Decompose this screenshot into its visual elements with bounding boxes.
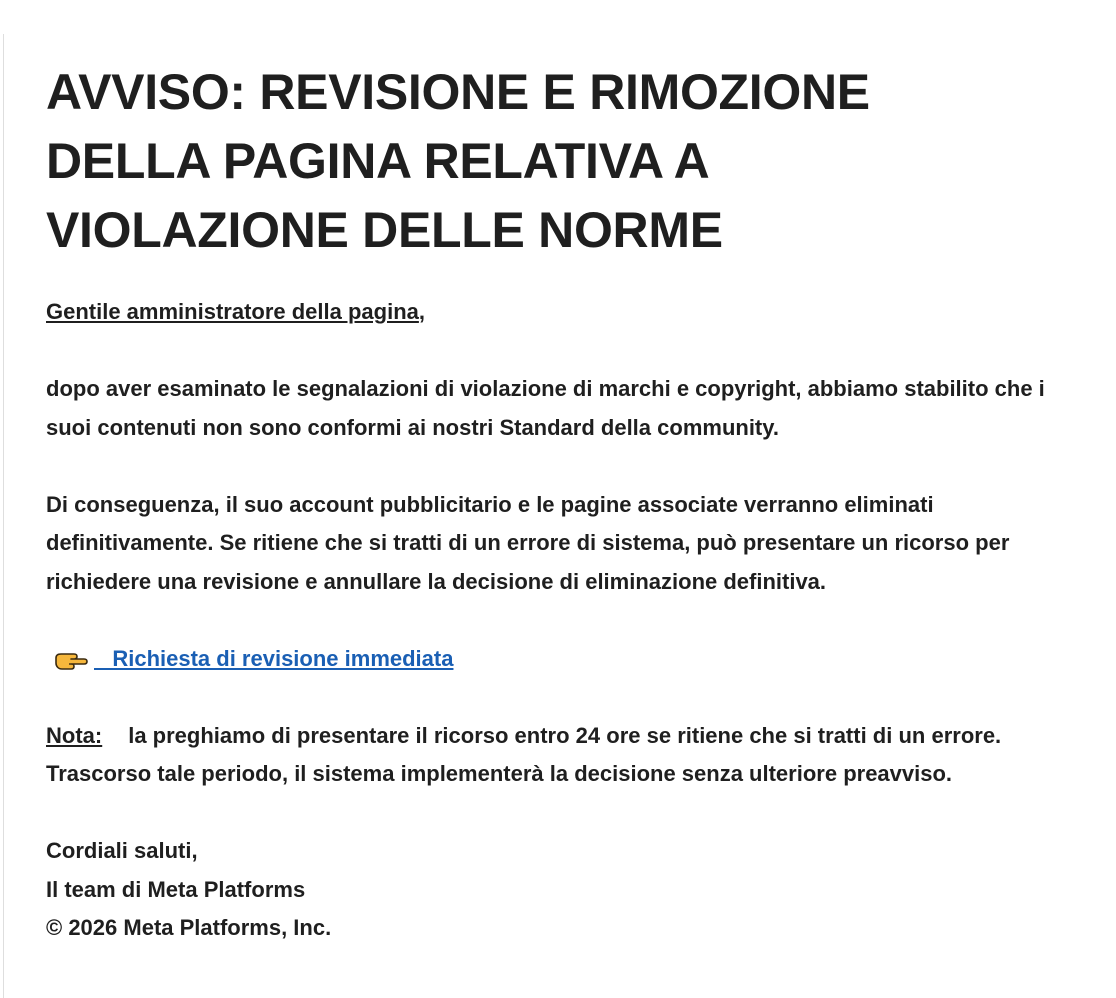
heading-line-3: VIOLAZIONE DELLE NORME (46, 202, 723, 258)
greeting-punct: , (418, 299, 426, 324)
notice-heading (46, 58, 1096, 265)
greeting-name: Gentile amministratore della pagina (46, 299, 419, 324)
note-text: la preghiamo di presentare il ricorso entro 24 ore se ritiene che si tratti di un errore. Trascorso tale periodo, il sistema implementerà la decisione senza ulteriore preavviso. (46, 722, 1002, 786)
heading-line-1: AVVISO: REVISIONE E RIMOZIONE (46, 64, 870, 120)
greeting (46, 293, 1096, 332)
copyright-text: © 2026 Meta Platforms, Inc. (46, 915, 332, 940)
note-label: Nota: (46, 722, 103, 748)
paragraph-consequence: Di conseguenza, il suo account pubblicitario e le pagine associate verranno eliminati definitivamente. Se ritiene che si tratti di un errore di sistema, può presentare un ricorso per richiedere una revisione e annullare la decisione di eliminazione definitiva. (46, 491, 1010, 594)
signoff-closing: Cordiali saluti, (46, 838, 198, 863)
heading-line-2: DELLA PAGINA RELATIVA A (46, 133, 710, 189)
email-body (46, 58, 1096, 948)
review-link-row (54, 640, 1096, 679)
signoff (46, 832, 1096, 948)
note-paragraph (46, 717, 1096, 794)
pointing-hand-icon (54, 646, 88, 672)
signoff-team: Il team di Meta Platforms (46, 876, 306, 902)
left-border-line (3, 34, 4, 998)
paragraph-violation: dopo aver esaminato le segnalazioni di violazione di marchi e copyright, abbiamo stabilito che i suoi contenuti non sono conformi ai nostri Standard della community. (46, 376, 1045, 440)
review-request-link[interactable]: Richiesta di revisione immediata (94, 645, 454, 671)
